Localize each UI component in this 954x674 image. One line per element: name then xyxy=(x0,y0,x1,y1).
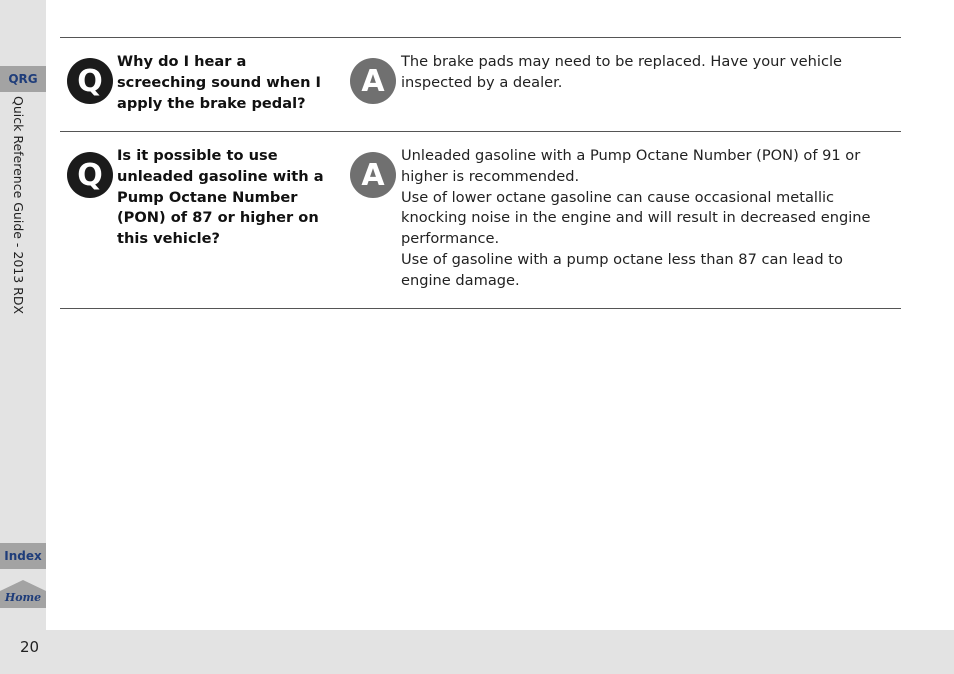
faq-row xyxy=(60,132,901,308)
answer-paragraph: Use of lower octane gasoline can cause occasional metallic knocking noise in the engine and will result in decreased engine performance. xyxy=(401,188,871,248)
answer-badge-icon: A xyxy=(350,152,396,198)
page-number: 20 xyxy=(20,638,40,656)
index-tab[interactable]: Index xyxy=(0,543,46,569)
footer-bar xyxy=(0,630,954,674)
answer-text xyxy=(401,52,891,94)
home-icon xyxy=(0,578,46,608)
answer-paragraph: Unleaded gasoline with a Pump Octane Number (PON) of 91 or higher is recommended. xyxy=(401,147,861,185)
faq-row xyxy=(60,38,901,131)
answer-paragraph: The brake pads may need to be replaced. Have your vehicle inspected by a dealer. xyxy=(401,53,843,91)
answer-badge-icon: A xyxy=(350,58,396,104)
question-text: Why do I hear a screeching sound when I apply the brake pedal? xyxy=(117,53,321,112)
faq-table xyxy=(60,37,901,309)
answer-paragraph: Use of gasoline with a pump octane less than 87 can lead to engine damage. xyxy=(401,250,843,289)
home-button[interactable] xyxy=(0,578,46,608)
question-text: Is it possible to use unleaded gasoline with a Pump Octane Number (PON) of 87 or higher on this vehicle? xyxy=(117,147,324,248)
answer-text xyxy=(401,146,891,292)
qrg-tab[interactable]: QRG xyxy=(0,66,46,92)
question-badge-icon: Q xyxy=(67,152,113,198)
question-badge-icon: Q xyxy=(67,58,113,104)
home-label: Home xyxy=(4,591,42,604)
guide-title-vertical: Quick Reference Guide - 2013 RDX xyxy=(11,96,26,315)
divider xyxy=(60,308,901,309)
